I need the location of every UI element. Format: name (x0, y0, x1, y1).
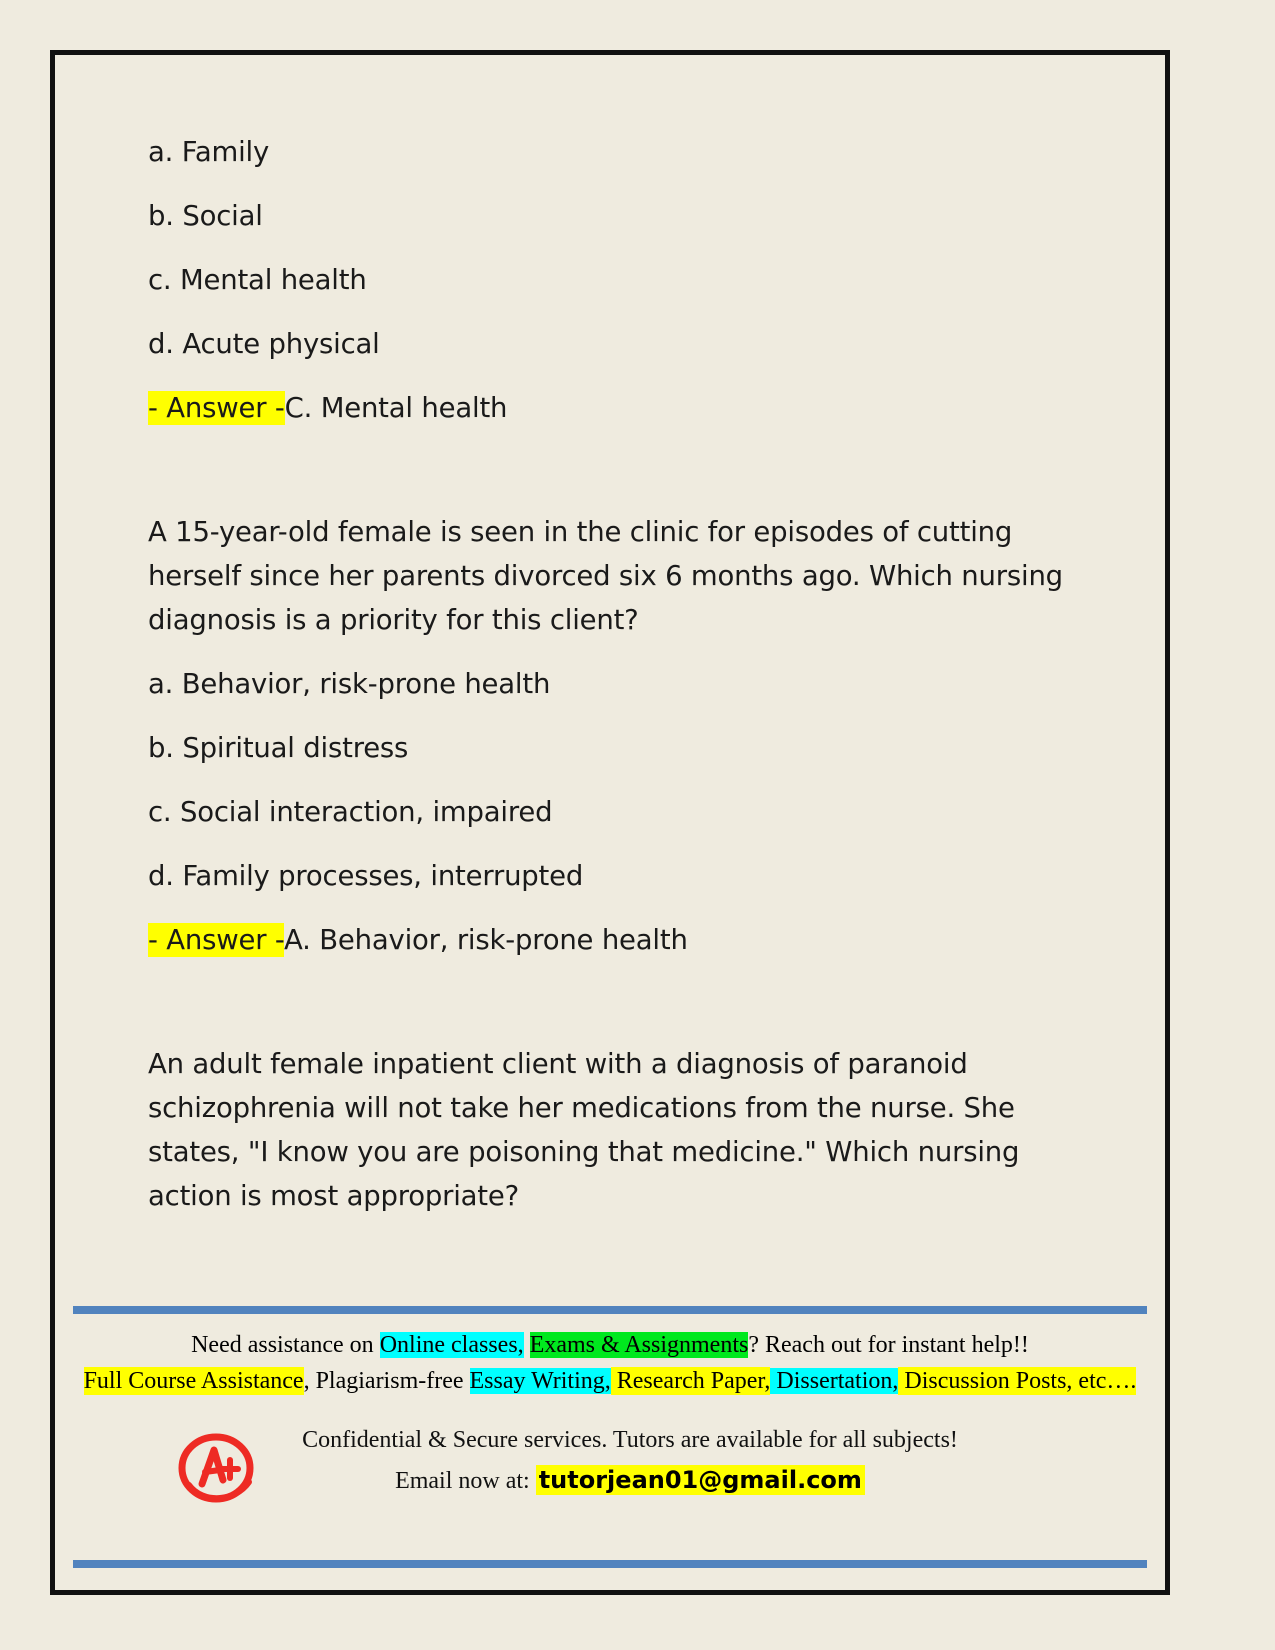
footer-promo-line-2 (55, 1364, 1165, 1398)
q2-stem: A 15-year-old female is seen in the clinic for episodes of cutting herself since her parents divorced six 6 months ago. Which nursing diagnosis is a priority for this client? (148, 516, 1063, 636)
promo-line1-part2: ? Reach out for instant help!! (748, 1332, 1029, 1358)
q2-option-b (148, 726, 1078, 770)
promo-dissertation: Dissertation, (770, 1368, 899, 1394)
promo-research-paper: Research Paper, (610, 1368, 771, 1394)
q2-option-d-label: d. Family processes, interrupted (148, 860, 584, 892)
q2-option-c-label: c. Social interaction, impaired (148, 796, 553, 828)
q1-option-c-label: c. Mental health (148, 264, 367, 296)
footer-promo-text (55, 1328, 1165, 1398)
q2-option-a (148, 662, 1078, 706)
q2-answer-text: A. Behavior, risk-prone health (284, 924, 688, 956)
q2-option-c (148, 790, 1078, 834)
promo-plagiarism-free: , Plagiarism-free (303, 1368, 470, 1394)
q2-answer-tag: - Answer - (148, 924, 285, 956)
footer-promo-line-1 (55, 1328, 1165, 1362)
q2-answer-line (148, 918, 1078, 962)
promotional-footer (55, 1300, 1165, 1590)
section-spacer-1 (148, 450, 1078, 510)
footer-contact-block (55, 1420, 1165, 1501)
promo-line1-space (524, 1332, 530, 1358)
footer-tagline: Confidential & Secure services. Tutors are available for all subjects! (302, 1427, 958, 1453)
q1-answer-line (148, 386, 1078, 430)
q2-option-d (148, 854, 1078, 898)
q2-option-a-label: a. Behavior, risk-prone health (148, 668, 551, 700)
section-spacer-2 (148, 982, 1078, 1042)
document-page (50, 50, 1170, 1595)
q1-option-d (148, 322, 1078, 366)
footer-divider-top (73, 1306, 1147, 1314)
promo-full-course-assistance: Full Course Assistance (83, 1368, 304, 1394)
email-address[interactable]: tutorjean01@gmail.com (536, 1465, 865, 1495)
q2-option-b-label: b. Spiritual distress (148, 732, 409, 764)
a-plus-grade-icon (173, 1430, 259, 1508)
q1-option-a (148, 130, 1078, 174)
promo-line1-part1: Need assistance on (191, 1332, 380, 1358)
q1-answer-text: C. Mental health (284, 392, 508, 424)
document-body (148, 130, 1078, 1218)
q3-stem: An adult female inpatient client with a diagnosis of paranoid schizophrenia will not take her medications from the nurse. She states, "I know you are poisoning that medicine." Which nursing action is most appropriate? (148, 1048, 1020, 1212)
footer-divider-bottom (73, 1560, 1147, 1568)
q1-option-b-label: b. Social (148, 200, 263, 232)
q2-stem-gap (148, 642, 1078, 662)
q1-answer-tag: - Answer - (148, 392, 285, 424)
promo-online-classes: Online classes, (379, 1332, 524, 1358)
promo-discussion-posts: Discussion Posts, etc…. (898, 1368, 1137, 1394)
q1-option-a-label: a. Family (148, 136, 270, 168)
promo-essay-writing: Essay Writing, (469, 1368, 611, 1394)
email-label: Email now at: (395, 1468, 530, 1494)
q1-option-b (148, 194, 1078, 238)
promo-exams-assignments: Exams & Assignments (529, 1332, 749, 1358)
q1-option-c (148, 258, 1078, 302)
q1-option-d-label: d. Acute physical (148, 328, 380, 360)
